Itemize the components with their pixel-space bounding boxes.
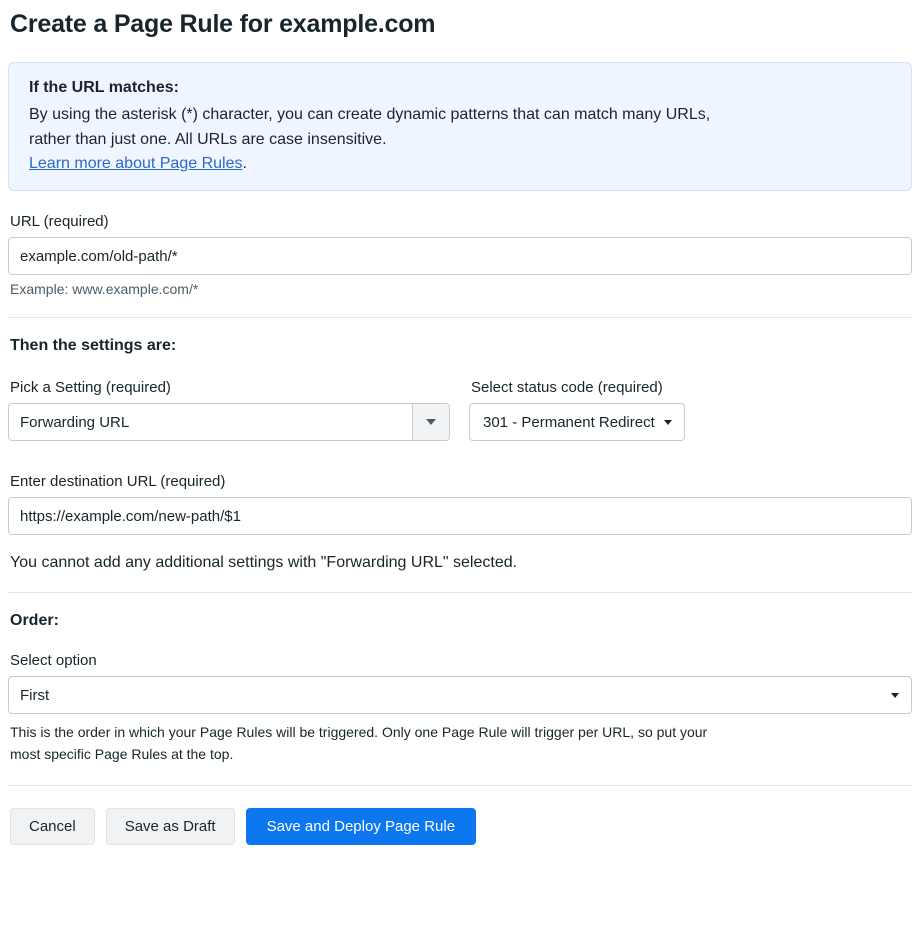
page-rule-form <box>0 10 920 845</box>
divider-order <box>8 592 912 593</box>
forwarding-url-note: You cannot add any additional settings with "Forwarding URL" selected. <box>10 554 518 571</box>
order-select[interactable] <box>8 676 912 714</box>
save-and-deploy-button[interactable]: Save and Deploy Page Rule <box>246 808 476 845</box>
action-buttons <box>8 808 912 845</box>
status-code-select[interactable] <box>469 403 685 441</box>
settings-row <box>8 357 912 441</box>
cancel-button[interactable]: Cancel <box>10 808 95 845</box>
order-select-value: First <box>20 686 50 704</box>
order-helper-line-2: most specific Page Rules at the top. <box>10 746 234 762</box>
pick-setting-label: Pick a Setting (required) <box>10 379 171 396</box>
chevron-down-icon <box>426 419 436 425</box>
info-box-body-line-2: rather than just one. All URLs are case insensitive. <box>29 131 387 148</box>
pick-setting-arrow-box[interactable] <box>412 404 449 440</box>
settings-section-title: Then the settings are: <box>10 337 177 354</box>
info-box-link-suffix: . <box>242 155 247 172</box>
pick-setting-group <box>8 357 450 441</box>
status-code-group <box>469 357 711 441</box>
url-match-info-box <box>8 62 912 191</box>
url-field-label: URL (required) <box>10 213 109 230</box>
destination-url-label: Enter destination URL (required) <box>10 473 226 490</box>
page-title: Create a Page Rule for example.com <box>10 10 436 38</box>
info-box-link-row <box>29 155 891 173</box>
order-select-label: Select option <box>10 652 97 669</box>
url-input[interactable] <box>8 237 912 275</box>
pick-setting-select[interactable] <box>8 403 450 441</box>
pick-setting-value: Forwarding URL <box>20 413 130 431</box>
save-as-draft-button[interactable]: Save as Draft <box>106 808 235 845</box>
status-code-value: 301 - Permanent Redirect <box>483 413 655 431</box>
divider-actions <box>8 785 912 786</box>
info-box-title: If the URL matches: <box>29 79 179 96</box>
order-section-title: Order: <box>10 612 59 629</box>
chevron-down-icon <box>664 420 672 425</box>
destination-url-input[interactable] <box>8 497 912 535</box>
url-field-hint: Example: www.example.com/* <box>10 281 199 297</box>
chevron-down-icon <box>891 693 899 698</box>
order-helper-line-1: This is the order in which your Page Rules will be triggered. Only one Page Rule will trigger per URL, so put your <box>10 724 708 740</box>
divider-settings <box>8 317 912 318</box>
learn-more-link[interactable]: Learn more about Page Rules <box>29 155 243 172</box>
status-code-label: Select status code (required) <box>471 379 663 396</box>
info-box-body-line-1: By using the asterisk (*) character, you can create dynamic patterns that can match many URLs, <box>29 106 711 123</box>
